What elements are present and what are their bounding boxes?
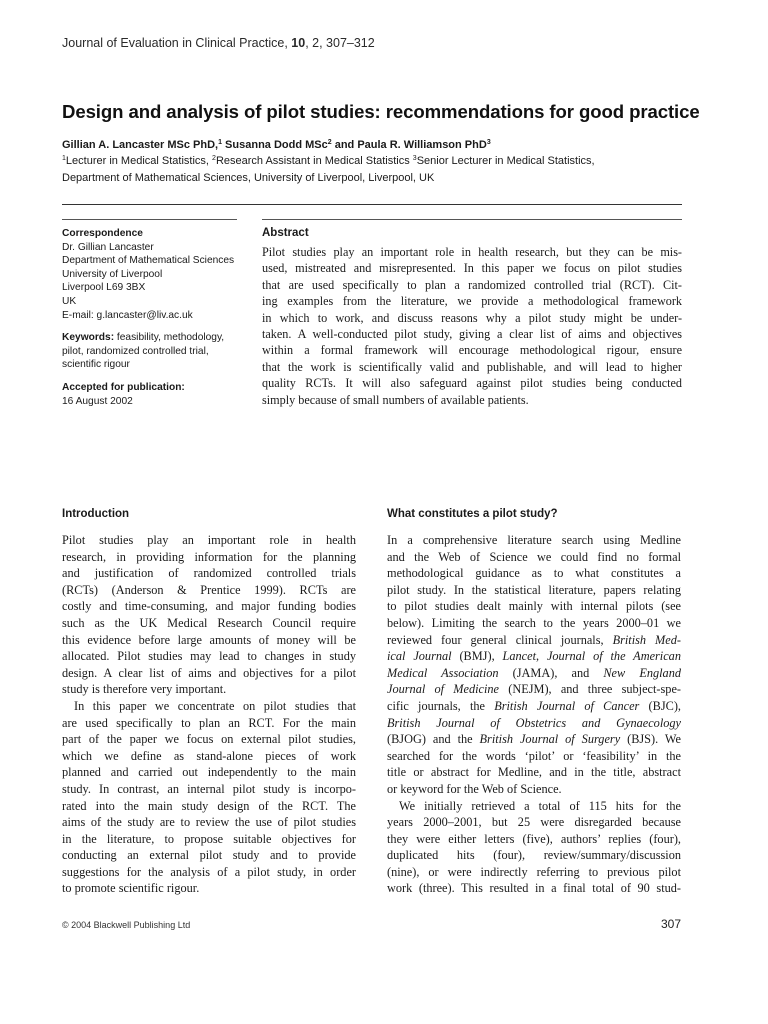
body-line xyxy=(387,632,681,649)
journal-title-italic: British Journal of Obstetrics and Gynaecology xyxy=(387,715,681,730)
body-line: and the Web of Science we could find no formal xyxy=(387,549,681,564)
journal-title-italic: Journal of Medicine xyxy=(387,682,500,697)
body-line xyxy=(387,731,681,748)
body-line: work (three). This resulted in a final total of 90 stud- xyxy=(387,881,681,896)
author-lancaster: Gillian A. Lancaster MSc PhD, xyxy=(62,139,219,151)
journal-title-italic: Lancet xyxy=(502,649,536,664)
journal-title-italic: ical Journal xyxy=(387,649,452,664)
body-line: below). Limiting the search to the years 2000–01 we xyxy=(387,615,681,630)
body-line: title or abstract for Medline, and in the title, abstract xyxy=(387,765,681,780)
sidebar xyxy=(62,227,252,417)
journal-title-italic: British Journal of Surgery xyxy=(479,732,621,747)
body-line: allocated. Pilot studies may lead to changes in study xyxy=(62,649,356,664)
correspondence-line: Liverpool L69 3BX xyxy=(62,282,146,294)
affiliation-line xyxy=(62,153,595,170)
body-line: or keyword for the Web of Science. xyxy=(387,781,562,796)
correspondence-line: University of Liverpool xyxy=(62,268,163,280)
journal-title-italic: British Journal of Cancer xyxy=(494,698,640,713)
body-line: We initially retrieved a total of 115 hits for the xyxy=(399,798,681,813)
journal-name: Journal of Evaluation in Clinical Practice xyxy=(62,36,285,50)
body-line: which we define as stand-alone pieces of work xyxy=(62,748,356,763)
affiliation-text: Research Assistant in Medical Statistics xyxy=(215,155,413,167)
body-line xyxy=(387,715,681,732)
keywords-block xyxy=(62,331,252,372)
text-run: (BJS). We xyxy=(620,732,681,747)
author-dodd: Susanna Dodd MSc xyxy=(222,139,328,151)
body-line: study. In contrast, an internal pilot study is incorpo- xyxy=(62,781,356,796)
affiliations xyxy=(62,153,595,186)
body-line xyxy=(387,648,681,665)
body-line: In this paper we concentrate on pilot studies that xyxy=(74,698,356,713)
accepted-block xyxy=(62,381,252,408)
author-list xyxy=(62,139,491,151)
abstract-line: within a formal framework will encourage methodological rigour, ensure xyxy=(262,343,682,358)
body-line xyxy=(387,698,681,715)
pilot-study-text xyxy=(387,532,681,897)
affiliation-text: Senior Lecturer in Medical Statistics, xyxy=(416,155,595,167)
keywords-text: pilot, randomized controlled trial, xyxy=(62,345,209,357)
article-title: Design and analysis of pilot studies: recommendations for good practice xyxy=(62,101,700,122)
correspondence-line: Department of Mathematical Sciences xyxy=(62,255,235,267)
text-run: (NEJM), and three subject-spe- xyxy=(499,682,682,697)
correspondence-block xyxy=(62,227,252,322)
keywords-line xyxy=(62,331,252,345)
footer-copyright: © 2004 Blackwell Publishing Ltd xyxy=(62,920,191,930)
body-line xyxy=(387,665,681,682)
keywords-label: Keywords: xyxy=(62,332,115,344)
body-line: such as the UK Medical Research Council require xyxy=(62,615,356,630)
author-superscript: 2 xyxy=(327,139,332,146)
body-line xyxy=(387,681,681,698)
affiliation-superscript: 1 xyxy=(62,155,66,162)
journal-volume: 10 xyxy=(291,36,306,50)
affiliation-superscript: 3 xyxy=(412,155,417,162)
affiliation-text: Lecturer in Medical Statistics, xyxy=(65,155,213,167)
body-line: this evidence before large amounts of money will be xyxy=(62,632,356,647)
correspondence-label: Correspondence xyxy=(62,228,143,239)
body-line: years 2000–2001, but 25 were disregarded because xyxy=(387,815,681,830)
affiliation-department: Department of Mathematical Sciences, University of Liverpool, Liverpool, UK xyxy=(62,171,435,184)
divider-sidebar xyxy=(62,219,237,220)
text-run: (BMJ), xyxy=(451,649,503,664)
body-line: to promote scientific rigour. xyxy=(62,881,200,896)
section-heading-pilot-study: What constitutes a pilot study? xyxy=(387,508,558,520)
body-line: In a comprehensive literature search using Medline xyxy=(387,533,681,547)
accepted-date: 16 August 2002 xyxy=(62,395,133,407)
accepted-label: Accepted for publication: xyxy=(62,381,185,393)
body-line: Pilot studies play an important role in health xyxy=(62,533,356,547)
body-line: conducting an external pilot study and to provide xyxy=(62,848,356,863)
body-line: aims of the study are to review the use of pilot studies xyxy=(62,815,356,830)
body-line: study is therefore very important. xyxy=(62,682,227,697)
body-line: rated into the main study design of the RCT. The xyxy=(62,798,356,813)
keywords-text: scientific rigour xyxy=(62,359,130,371)
journal-title-italic: British Med- xyxy=(612,632,681,647)
abstract-line: quality RCTs. It will also safeguard against pilot studies being conducted xyxy=(262,376,682,391)
text-run: (BJC), xyxy=(639,698,682,713)
author-superscript: 3 xyxy=(486,139,491,146)
abstract-line: that are used specifically to plan a randomized controlled trial (RCT). Cit- xyxy=(262,277,682,292)
body-line: design. A clear list of aims and objectives for a pilot xyxy=(62,665,356,680)
author-williamson: and Paula R. Williamson PhD xyxy=(331,139,487,151)
abstract-text xyxy=(262,244,682,408)
journal-title-italic: New England xyxy=(603,665,681,680)
text-run: reviewed four general clinical journals, xyxy=(387,632,613,647)
body-line: (nine), or were indirectly referring to previous pilot xyxy=(387,864,681,879)
body-line: to pilot studies dealt mainly with internal pilots (see xyxy=(387,599,681,614)
journal-citation: Journal of Evaluation in Clinical Practice, 10, 2, 307–312 xyxy=(62,36,375,50)
body-line: (RCTs) (Anderson & Prentice 1999). RCTs are xyxy=(62,582,356,597)
affiliation-superscript: 2 xyxy=(212,155,216,162)
body-line: and justification of randomized controlled trials xyxy=(62,566,356,581)
section-heading-introduction: Introduction xyxy=(62,508,130,520)
body-line: methodological guidance as to what constitutes a xyxy=(387,566,681,581)
abstract-line: Pilot studies play an important role in health research, but they can be mis- xyxy=(262,245,682,259)
journal-issue-pages: , 2, 307–312 xyxy=(305,36,375,50)
keywords-text: feasibility, methodology, xyxy=(114,332,225,344)
body-line: suggestions for the analysis of a pilot study, in order xyxy=(62,864,356,879)
body-line: in the literature, to propose suitable objectives for xyxy=(62,831,356,846)
body-line: duplicated hits (four), review/summary/discussion xyxy=(387,848,681,863)
text-run: (JAMA), and xyxy=(498,665,604,680)
body-line: costly and time-consuming, and major funding bodies xyxy=(62,599,356,614)
text-run: cific journals, the xyxy=(387,698,495,713)
text-run: (BJOG) and the xyxy=(387,732,480,747)
body-line: they were either letters (five), authors’ replies (four), xyxy=(387,831,681,846)
abstract-line: simply because of small numbers of available patients. xyxy=(262,392,529,407)
text-run: , xyxy=(535,649,547,664)
journal-title-italic: Medical Association xyxy=(387,665,499,680)
journal-title-italic: Journal of the American xyxy=(546,649,681,664)
correspondence-email: E-mail: g.lancaster@liv.ac.uk xyxy=(62,309,193,321)
abstract-line: that the work is scientifically valid and publishable, and will lead to higher xyxy=(262,359,682,374)
body-line: are used specifically to plan an RCT. For the main xyxy=(62,715,356,730)
body-line: searched for the words ‘pilot’ or ‘feasibility’ in the xyxy=(387,748,681,763)
abstract-line: ing examples from the literature, we provide a methodological framework xyxy=(262,294,682,309)
body-line: research, in providing information for the planning xyxy=(62,549,356,564)
divider-abstract xyxy=(262,219,682,220)
abstract-heading: Abstract xyxy=(262,227,309,239)
divider-top xyxy=(62,204,682,205)
correspondence-line: Dr. Gillian Lancaster xyxy=(62,241,154,253)
abstract-line: in which to work, and discuss reasons why a pilot study might be under- xyxy=(262,310,682,325)
author-superscript: 1 xyxy=(218,139,222,146)
abstract-line: taken. A well-conducted pilot study, giving a clear list of aims and objectives xyxy=(262,327,682,342)
page-number: 307 xyxy=(661,917,682,931)
correspondence-line: UK xyxy=(62,295,77,307)
body-line: part of the paper we focus on external pilot studies, xyxy=(62,732,356,747)
body-line: planned and carried out independently to the main xyxy=(62,765,356,780)
body-line: pilot study. In the statistical literature, papers relating xyxy=(387,582,681,597)
introduction-text xyxy=(62,532,356,897)
abstract-line: used, mistreated and misrepresented. In this paper we focus on pilot studies xyxy=(262,261,682,276)
